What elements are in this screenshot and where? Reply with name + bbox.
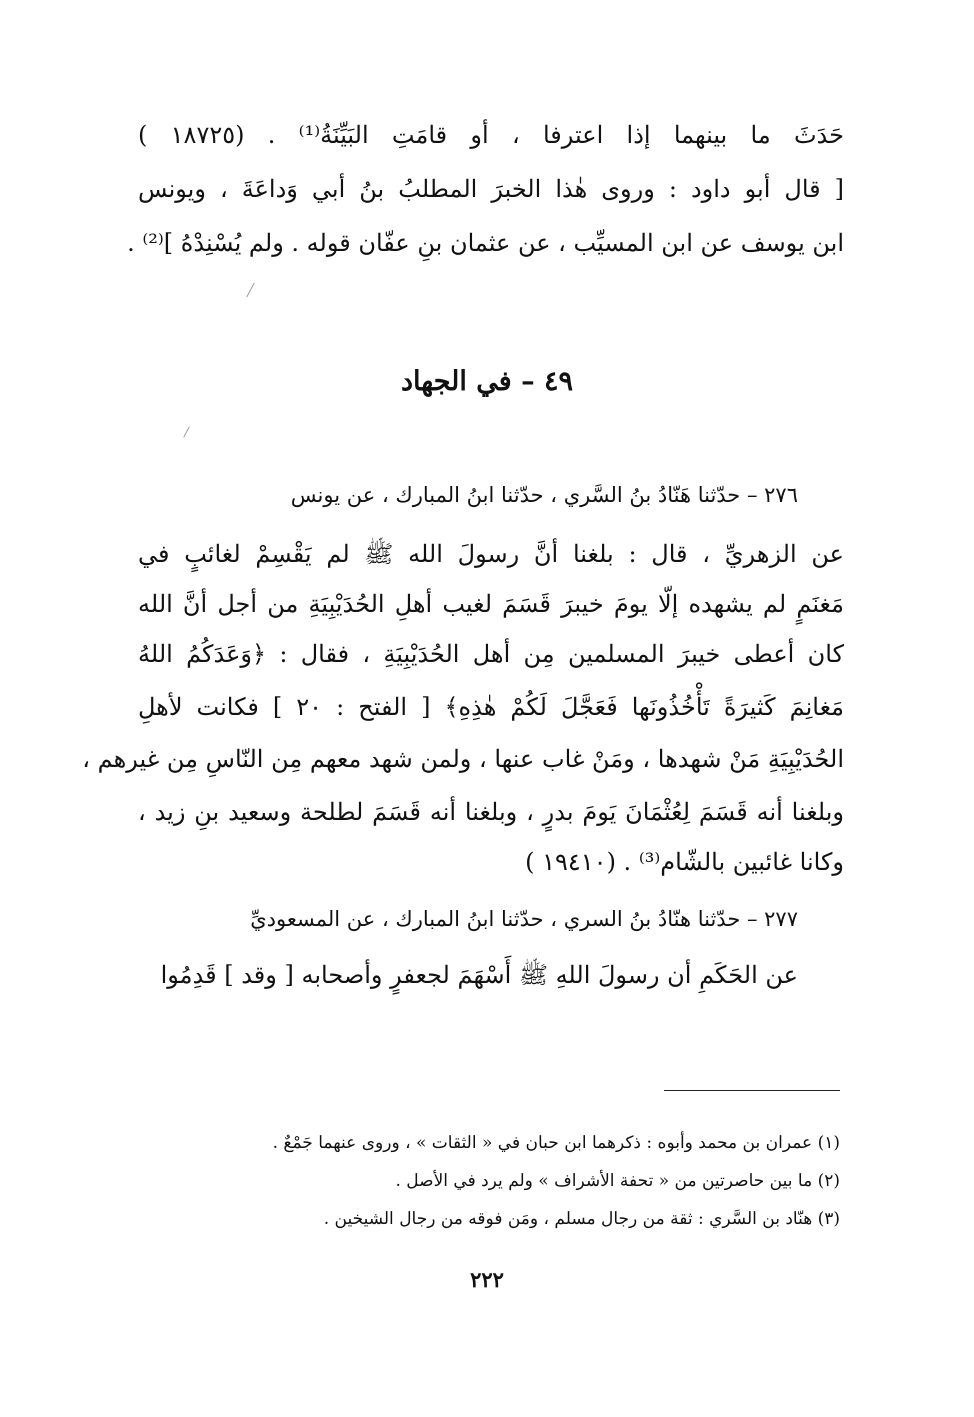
footnote-separator [664, 1090, 840, 1091]
hadith-276-chain: ٢٧٦ – حدّثنا هَنّادُ بنُ السَّري ، حدّثنا ابنُ المبارك ، عن يونس [290, 483, 798, 507]
hadith-276-line-6: وبلغنا أنه قَسَمَ لِعُثْمَانَ يَومَ بدرٍ ، وبلغنا أنه قَسَمَ لطلحة وسعيد بنِ زيد ، [138, 798, 844, 826]
scan-mark [183, 426, 190, 437]
footnote-1: (١) عمران بن محمد وأبوه : ذكرهما ابن حبان في « الثقات » ، وروى عنهما جَمْعٌ . [272, 1133, 840, 1153]
hadith-276-line-7: وكانا غائبين بالشّام⁽³⁾ . (١٩٤١٠ ) [525, 848, 844, 876]
section-heading: ٤٩ – في الجهاد [401, 366, 573, 397]
hadith-277-chain: ٢٧٧ – حدّثنا هنّادُ بنُ السري ، حدّثنا ابنُ المبارك ، عن المسعوديِّ [250, 907, 798, 931]
hadith-276-line-4: مَغانِمَ كَثيرَةً تَأْخُذُونَها فَعَجَّلَ لَكُمْ هٰذِهِ﴾ [ الفتح : ٢٠ ] فكانت لأهلِ [138, 693, 845, 721]
hadith-276-line-3: كان أعطى خيبرَ المسلمين مِن أهل الحُدَيْبِيَةِ ، فقال : ﴿وَعَدَكُمُ اللهُ [138, 640, 844, 668]
hadith-276-line-5: الحُدَيْبِيَةِ مَنْ شهدها ، ومَنْ غاب عنها ، ولمن شهد معهم مِن النّاسِ مِن غيرهم ، [82, 745, 844, 773]
hadith-277-line-1: عن الحَكَمِ أن رسولَ اللهِ ﷺ أَسْهَمَ لجعفرٍ وأصحابه [ وقد ] قَدِمُوا [160, 961, 798, 989]
footnote-2: (٢) ما بين حاصرتين من « تحفة الأشراف » ولم يرد في الأصل . [395, 1171, 840, 1191]
hadith-276-line-2: مَغنَمٍ لم يشهده إلّا يومَ خيبرَ قَسَمَ لغيب أهلِ الحُدَيْبِيَةِ من أجل أنَّ الله [138, 590, 844, 618]
hadith-276-line-1: عن الزهريِّ ، قال : بلغنا أنَّ رسولَ الله ﷺ لم يَقْسِمْ لغائبٍ في [138, 540, 844, 568]
top-paragraph-line-3: ابن يوسف عن ابن المسيِّب ، عن عثمان بنِ عفّان قوله . ولم يُسْنِدْهُ ]⁽²⁾ . [127, 229, 844, 257]
footnote-3: (٣) هنّاد بن السَّري : ثقة من رجال مسلم ، ومَن فوقه من رجال الشيخين . [323, 1209, 840, 1229]
scan-mark [246, 283, 254, 298]
top-paragraph-line-1: حَدَثَ ما بينهما إذا اعترفا ، أو قامَتِ البَيِّنَةُ⁽¹⁾ . (١٨٧٢٥ ) [138, 121, 844, 149]
page-number: ٢٢٢ [470, 1267, 504, 1292]
top-paragraph-line-2: [ قال أبو داود : وروى هٰذا الخبرَ المطلبُ بنُ أبي وَداعَةَ ، ويونس [138, 175, 844, 203]
